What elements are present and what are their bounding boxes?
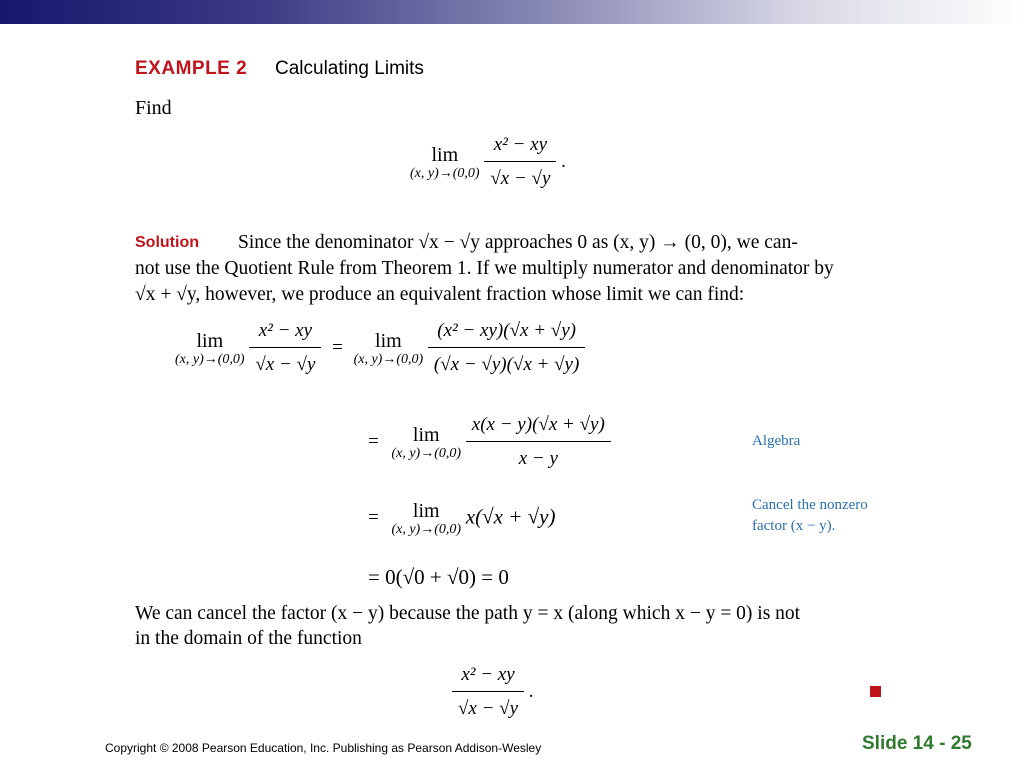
- conclusion-line-1: We can cancel the factor (x − y) because the path y = x (along which x − y = 0) is not: [135, 603, 801, 624]
- slide-number: Slide 14 - 25: [862, 733, 972, 754]
- side-note-cancel-1: Cancel the nonzero: [752, 497, 868, 513]
- final-fraction: $\frac{\text{x² − xy}}{√x - √y}$ .: [452, 662, 534, 723]
- solution-line-3: √x + √y, however, we produce an equivalent fraction whose limit we can find:: [135, 284, 745, 305]
- equation-step-2: = lim (x, y)→(0,0) $\frac{x(x - y)(√x + √y)}{x - y}$: [368, 412, 611, 473]
- example-title: Calculating Limits: [275, 58, 424, 79]
- solution-line-2: not use the Quotient Rule from Theorem 1. If we multiply numerator and denominator by: [135, 258, 834, 279]
- equation-step-3: = lim (x, y)→(0,0) x(√x + √y): [368, 500, 556, 537]
- example-label: EXAMPLE 2: [135, 58, 248, 79]
- find-word: Find: [135, 97, 172, 119]
- fraction-numerator: x² − xy: [484, 132, 556, 162]
- end-of-proof-square-icon: [870, 686, 881, 697]
- equation-step-4: = 0(√0 + √0) = 0: [368, 565, 509, 589]
- title-bar-gradient: [0, 0, 1024, 24]
- side-note-cancel-2: factor (x − y).: [752, 518, 836, 534]
- side-note-algebra: Algebra: [752, 433, 801, 449]
- footer-copyright: Copyright © 2008 Pearson Education, Inc. Publishing as Pearson Addison-Wesley: [105, 741, 542, 755]
- limit-fraction: [484, 132, 556, 193]
- solution-line-1: Since the denominator √x − √y approaches 0 as (x, y) → (0, 0), we can-: [238, 232, 798, 253]
- fraction-denominator: √x − √y: [490, 168, 551, 189]
- period: .: [561, 150, 566, 172]
- limit-operator: lim (x, y)→(0,0): [353, 329, 424, 367]
- limit-operator: lim (x, y)→(0,0): [175, 329, 245, 367]
- limit-operator: lim (x, y)→(0,0): [410, 143, 480, 181]
- conclusion-line-2: in the domain of the function: [135, 628, 362, 649]
- solution-label: Solution: [135, 234, 199, 251]
- limit-expression: [410, 132, 566, 193]
- equation-step-1: lim (x, y)→(0,0) $\frac{\text{x² − xy}}{√x - √y}$ = lim (x, y)→(0,0) $\frac{\text{(x² − xy)(√x + √y)}}{(√x - √y)(√x + √y)}$: [175, 318, 585, 379]
